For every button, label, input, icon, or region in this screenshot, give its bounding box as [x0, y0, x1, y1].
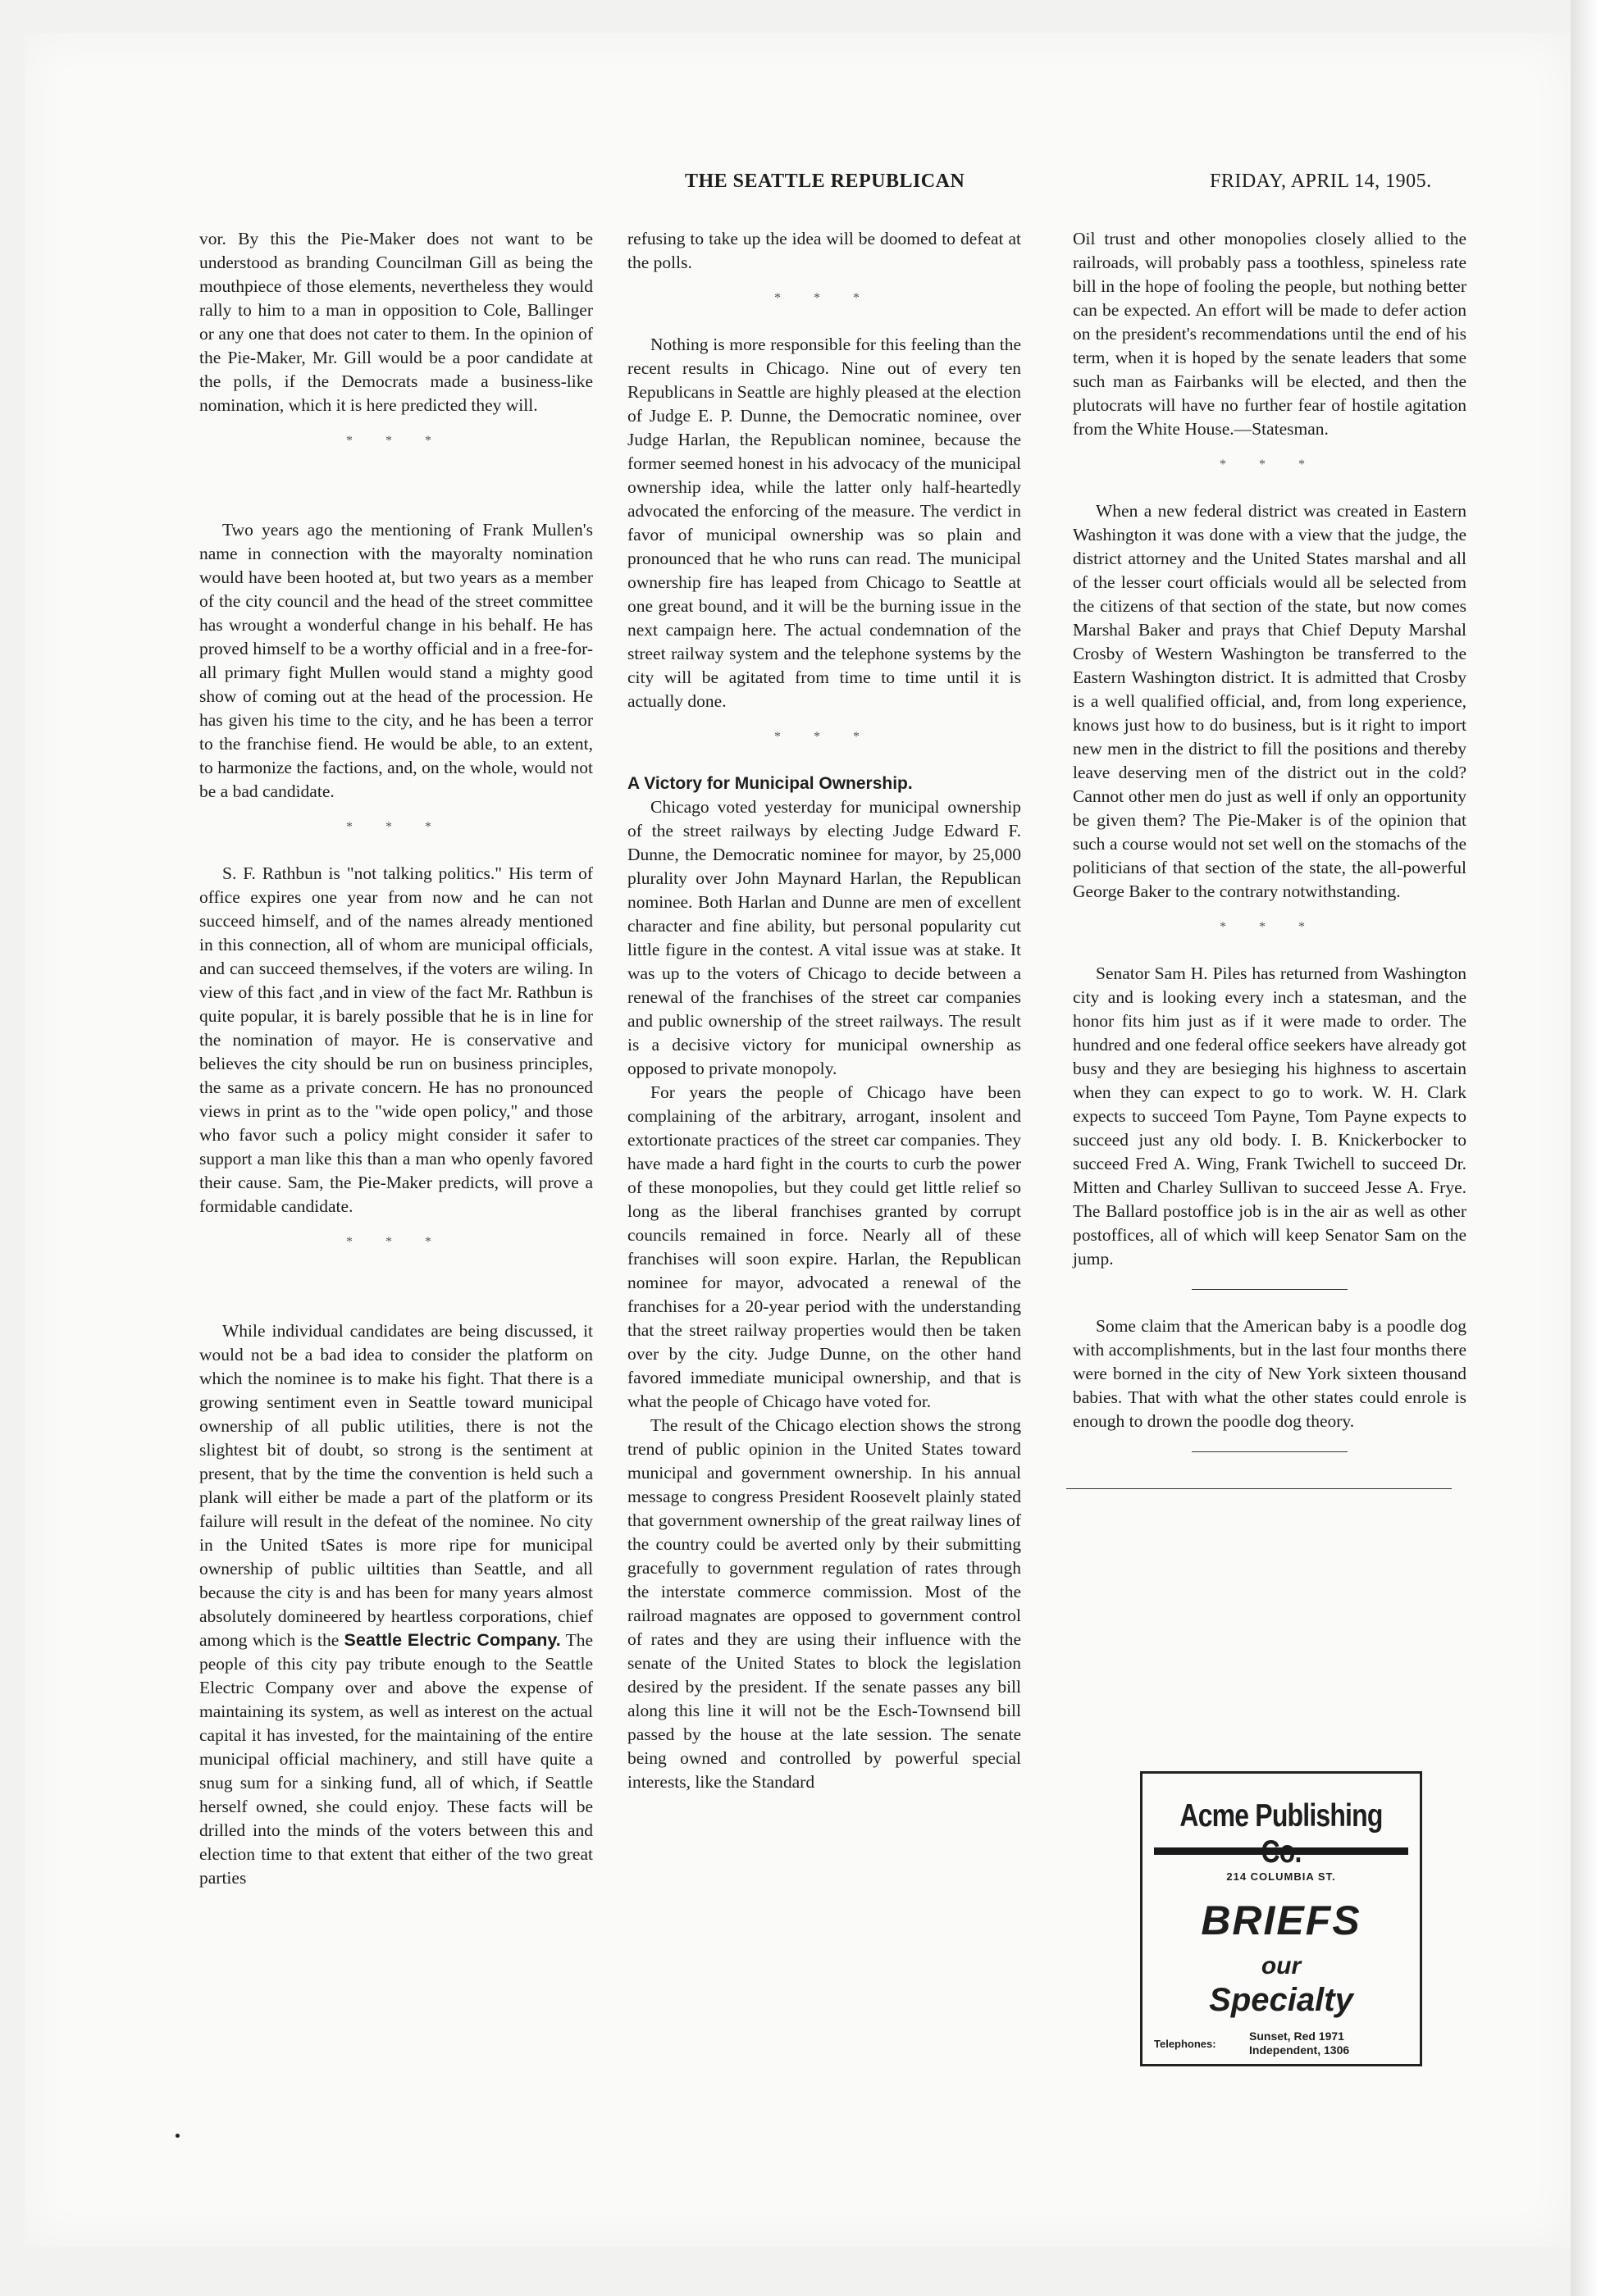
section-divider: * * * — [346, 820, 446, 834]
paragraph: Nothing is more responsible for this feeling than the recent results in Chicago. Nine out of every ten Republicans in Seattle are highly pleased at the election of Judge E. P. Dunne, the Democratic nominee, over Judge Harlan, the Republican nominee, because the former seemed honest in his advocacy of the municipal ownership idea, while the latter only half-heartedly advocated the enforcing of the measure. The verdict in favor of municipal ownership was so plain and pronounced that he who runs can read. The municipal ownership fire has leaped from Chicago to Seattle at one great bound, and it will be the burning issue in the next campaign here. The actual condemnation of the street railway system and the telephone systems by the city will be agitated from time to time until it is actually done. — [627, 335, 1022, 711]
paragraph: For years the people of Chicago have been complaining of the arbitrary, arrogant, insolent and extortionate practices of the street car companies. They have made a hard fight in the courts to curb the power of these monopolies, but they could get little relief so long as the liberal franchises granted by corrupt councils remained in force. Nearly all of these franchises will soon expire. Harlan, the Republican nominee for mayor, advocated a renewal of the franchises for a 20-year period with the understanding that the street railway properties would then be taken over by the city. Judge Dunne, on the other hand favored immediate municipal ownership, and that is what the people of Chicago have voted for. — [627, 1082, 1021, 1411]
paragraph: Some claim that the American baby is a poodle dog with accomplishments, but in the last four months there were borned in the city of New York sixteen thousand babies. That with what the other states could enrole is enough to drown the poodle dog theory. — [1073, 1316, 1466, 1431]
paragraph: S. F. Rathbun is "not talking politics." His term of office expires one year from now and he can not succeed himself, and of the names already mentioned in this connection, all of whom are municipal officials, and can succeed themselves, if the voters are wiling. In view of this fact ,and in view of the fact Mr. Rathbun is quite popular, it is barely possible that he is in line for the nomination of mayor. He is conservative and believes the city should be run on business principles, the same as a private concern. He has no pronounced views in print as to the "wide open policy," and those who favor such a policy might consider it safer to support a man like this than a man who openly favored their cause. Sam, the Pie-Maker predicts, will prove a formidable candidate. — [199, 863, 593, 1216]
paragraph: Two years ago the mentioning of Frank Mullen's name in connection with the mayoralty nomination would have been hooted at, but two years as a member of the city council and the head of the street committee has wrought a wonderful change in his behalf. He has proved himself to be a worthy official and in a free-for-all primary fight Mullen would stand a mighty good show of coming out at the head of the procession. He has given his time to the city, and he has been a terror to the franchise fiend. He would be able, to an extent, to harmonize the factions, and, on the whole, would not be a bad candidate. — [199, 520, 593, 801]
paragraph: refusing to take up the idea will be doomed to defeat at the polls. — [627, 229, 1021, 272]
paragraph: Chicago voted yesterday for municipal ownership of the street railways by electing Judge Edward F. Dunne, the Democratic nominee for mayor, by 25,000 plurality over John Maynard Harlan, the Republican nominee. Both Harlan and Dunne are men of excellent character and fine ability, but personal popularity cut little figure in the contest. A vital issue was at stake. It was up to the voters of Chicago to decide between a renewal of the franchises of the street car companies and public ownership of the street railways. The result is a decisive victory for municipal ownership as opposed to private monopoly. — [627, 797, 1021, 1078]
masthead: THE SEATTLE REPUBLICAN — [685, 171, 965, 192]
column-3 — [1073, 227, 1466, 1489]
ad-phone-independent: Independent, 1306 — [1249, 2043, 1350, 2057]
column-2 — [627, 227, 1021, 1794]
page-edge — [1571, 0, 1610, 2296]
ad-briefs: BRIEFS — [1201, 1897, 1361, 1943]
ad-our: our — [1261, 1952, 1302, 1979]
column-1 — [199, 227, 593, 1890]
section-divider: * * * — [346, 1235, 446, 1249]
ad-title: Acme Publishing — [1179, 1798, 1383, 1834]
ad-address: 214 COLUMBIA ST. — [1226, 1870, 1336, 1883]
paragraph: The result of the Chicago election shows the strong trend of public opinion in the United States toward municipal and government ownership. In his annual message to congress President Roosevelt plainly stated that government ownership of the great railway lines of the country could be averted only by their submitting gracefully to government regulation of rates through the interstate commerce commission. Most of the railroad magnates are opposed to government control of rates and they are using their influence with the senate of the United States to block the legislation desired by the president. If the senate passes any bill along this line it will not be the Esch-Townsend bill passed by the house at the late session. The senate being owned and controlled by powerful special interests, like the Standard — [627, 1415, 1021, 1792]
ad-phone-sunset: Sunset, Red 1971 — [1249, 2029, 1344, 2043]
short-rule — [1192, 1451, 1348, 1452]
paragraph: vor. By this the Pie-Maker does not want to be understood as branding Councilman Gill as being the mouthpiece of those elements, nevertheless they would rally to him to a man in opposition to Cole, Ballinger or any one that does not cater to them. In the opinion of the Pie-Maker, Mr. Gill would be a poor candidate at the polls, if the Democrats made a business-like nomination, which it is here predicted they will. — [199, 229, 593, 415]
paragraph — [199, 1319, 593, 1890]
paragraph: When a new federal district was created in Eastern Washington it was done with a view that the judge, the district attorney and the United States marshal and all of the lesser court officials would all be selected from the citizens of that section of the state, but now comes Marshal Baker and prays that Chief Deputy Marshal Crosby of Western Washington be transferred to the Eastern Washington district. It is admitted that Crosby is a well qualified official, and, from long experience, knows just how to do business, but is it right to import new men in the district to fill the positions and thereby leave deserving men of the district out in the cold? Cannot other men do just as well if only an opportunity be given them? The Pie-Maker is of the opinion that such a course would not set well on the stomachs of the politicians of that section of the state, the all-powerful George Baker to the contrary notwithstanding. — [1073, 501, 1466, 901]
article-headline: A Victory for Municipal Ownership. — [627, 774, 913, 793]
ad-telephone-list — [1249, 2029, 1349, 2057]
short-rule — [1192, 1289, 1348, 1290]
section-divider: * * * — [1220, 920, 1320, 934]
page-header — [0, 171, 1610, 200]
margin-mark — [176, 2134, 180, 2138]
paragraph-text: The people of this city pay tribute enough to the Seattle Electric Company over and above the expense of maintaining its system, as well as interest on the actual capital it has invested, for the maintaining of the entire municipal official machinery, and still have quite a snug sum for a sinking fund, all of which, if Seattle herself owned, she could enjoy. These facts will be drilled into the minds of the voters between this and election time to that extent that either of the two great parties — [199, 1630, 593, 1888]
paragraph: Senator Sam H. Piles has returned from Washington city and is looking every inch a statesman, and the honor fits him just as if it were made to order. The hundred and one federal office seekers have already got busy and they are besieging his highness to ascertain when they can expect to go to work. W. H. Clark expects to succeed Tom Payne, Tom Payne expects to succeed just any old body. I. B. Knickerbocker to succeed Fred A. Wing, Frank Twichell to succeed Dr. Mitten and Charley Sullivan to succeed Jesse A. Frye. The Ballard postoffice job is in the air as well as other postoffices, all of which will keep Senator Sam on the jump. — [1073, 963, 1466, 1269]
ad-specialty: Specialty — [1209, 1982, 1353, 2018]
acme-publishing-advertisement — [1140, 1771, 1422, 2066]
company-name: Seattle Electric Company. — [344, 1630, 561, 1650]
paragraph: Oil trust and other monopolies closely allied to the railroads, will probably pass a toothless, spineless rate bill in the hope of fooling the people, but nothing better can be expected. An effort will be made to defer action on the president's recommendations until the end of his term, when it is hoped by the senate leaders that some such man as Fairbanks will be elected, and then the plutocrats will have no further fear of hostile agitation from the White House.—Statesman. — [1073, 229, 1466, 439]
section-divider: * * * — [1220, 458, 1320, 472]
section-divider: * * * — [774, 730, 874, 744]
section-divider: * * * — [346, 434, 446, 448]
section-divider: * * * — [774, 291, 874, 305]
ad-bar — [1154, 1847, 1408, 1855]
dateline: FRIDAY, APRIL 14, 1905. — [1210, 171, 1432, 192]
paragraph-text: While individual candidates are being discussed, it would not be a bad idea to consider the platform on which the nominee is to make his fight. That there is a growing sentiment even in Seattle toward municipal ownership of all public utilities, there is not the slightest bit of doubt, so strong is the sentiment at present, that by the time the convention is held such a plank will either be made a part of the platform or its failure will result in the defeat of the nominee. No city in the United tSates is more ripe for municipal ownership of public uiltities than Seattle, and all because the city is and has been for many years almost absolutely domineered by heartless corporations, chief among which is the — [199, 1321, 593, 1650]
column-rule — [1066, 1488, 1452, 1489]
ad-telephones-label: Telephones: — [1154, 2038, 1216, 2050]
